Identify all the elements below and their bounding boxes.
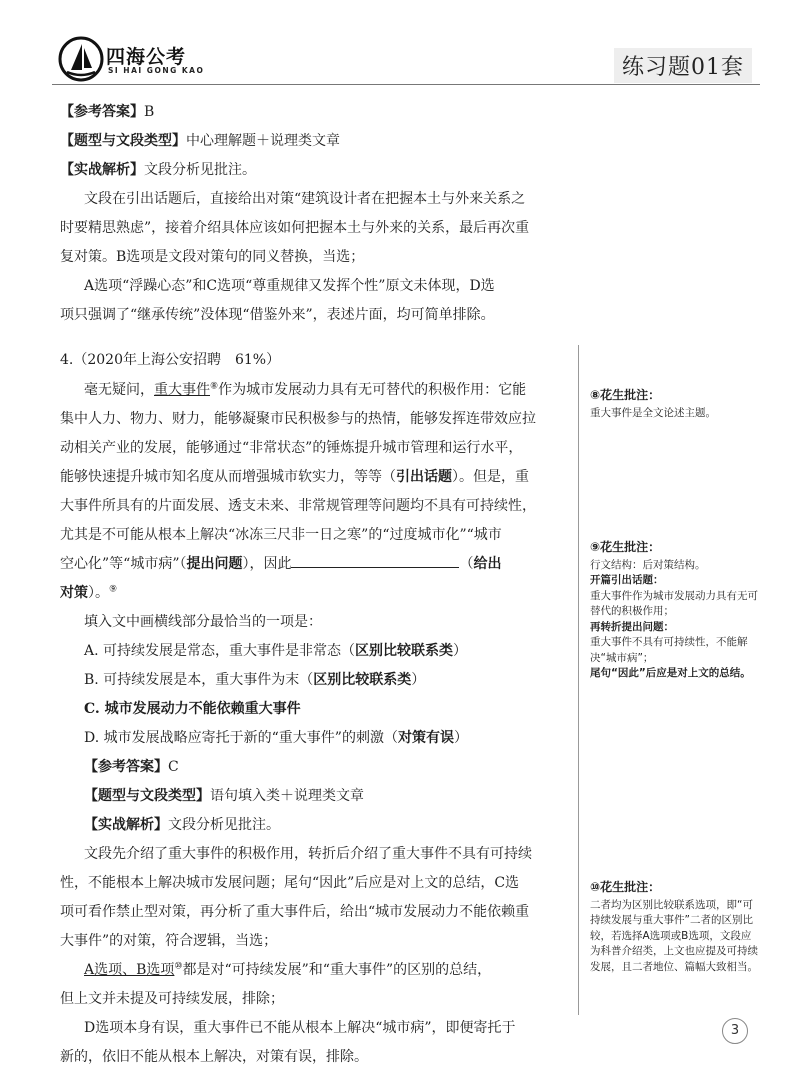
q4-passage-line1 <box>84 376 526 405</box>
q4-analysis-line6: 但上文并未提及可持续发展，排除； <box>60 991 284 1007</box>
structure-tag: 对策 <box>60 585 88 601</box>
q3-type-line <box>60 127 340 156</box>
note-line: 再转折提出问题： <box>590 620 674 633</box>
answer-value: C <box>168 759 179 775</box>
note-line: 重大事件不具有可持续性，不能解决“城市病”； <box>590 636 748 664</box>
note-ref-10: ⑩ <box>174 961 183 972</box>
text-span: 都是对“可持续发展”和“重大事件”的区别的总结， <box>182 962 492 978</box>
q3-para2-line2: 项只强调了“继承传统”没体现“借鉴外来”，表述片面，均可简单排除。 <box>60 307 495 323</box>
note-line: 开篇引出话题： <box>590 574 664 586</box>
q4-passage-line2: 集中人力、物力、财力，能够凝聚市民积极参与的热情，能够发挥连带效应拉 <box>60 411 536 427</box>
q3-para2-line1: A选项“浮躁心态”和C选项“尊重规律又发挥个性”原文未体现，D选 <box>84 278 495 294</box>
option-text: D. 城市发展战略应寄托于新的“重大事件”的刺激（ <box>84 730 398 746</box>
header-divider <box>52 84 760 85</box>
margin-note-9 <box>590 540 760 682</box>
structure-tag: 给出 <box>473 556 502 572</box>
note-body: 二者均为区别比较联系选项，即“可持续发展与重大事件”二者的区别比较，若选择A选项或B选项，文段应为科普介绍类，上文也应提及可持续发展，且二者地位、篇幅大致相当。 <box>590 898 758 973</box>
q3-para1-line1: 文段在引出话题后，直接给出对策“建筑设计者在把握本土与外来关系之 <box>84 191 526 207</box>
option-ref-underlined: A选项、B选项 <box>84 962 175 978</box>
analysis-tag: 【实战解析】 <box>84 817 168 833</box>
text-span: ）。 <box>88 585 109 601</box>
note-title: ⑩花生批注： <box>590 880 661 894</box>
note-title: ⑧花生批注： <box>590 388 661 402</box>
type-value: 语句填入类＋说理类文章 <box>210 788 364 804</box>
key-term-underlined: 重大事件 <box>154 382 210 398</box>
q4-analysis-line1: 文段先介绍了重大事件的积极作用，转折后介绍了重大事件不具有可持续 <box>84 846 532 862</box>
q4-analysis-line4: 大事件”的对策，符合逻辑，当选； <box>60 933 278 949</box>
q4-answer-line <box>84 753 179 782</box>
analysis-value: 文段分析见批注。 <box>144 162 256 178</box>
q4-passage-line4 <box>60 463 529 492</box>
margin-notes-divider <box>578 345 579 1015</box>
option-text: B. 可持续发展是本，重大事件为末（ <box>84 672 314 688</box>
text-span: ） <box>453 730 468 746</box>
note-body: 重大事件是全文论述主题。 <box>590 406 716 419</box>
q4-stem: 填入文中画横线部分最恰当的一项是： <box>84 614 322 630</box>
note-line: 尾句“因此”后应是对上文的总结。 <box>590 667 751 679</box>
q4-passage-line8 <box>60 579 117 608</box>
note-ref-8: ⑧ <box>210 381 219 392</box>
q3-answer-line <box>60 98 154 127</box>
type-tag: 【题型与文段类型】 <box>60 133 186 149</box>
q4-analysis-line3: 项可看作禁止型对策，再分析了重大事件后，给出“城市发展动力不能依赖重 <box>60 904 530 920</box>
q4-option-a <box>84 637 467 666</box>
q4-passage-line3: 动相关产业的发展，能够通过“非常状态”的锤炼提升城市管理和运行水平， <box>60 440 523 456</box>
logo-text: 四海公考 <box>106 46 187 68</box>
text-span: ） <box>411 672 426 688</box>
q4-passage-line5: 大事件所具有的片面发展、透支未来、非常规管理等问题均不具有可持续性， <box>60 498 536 514</box>
q4-analysis-line7: D选项本身有误，重大事件已不能从根本上解决“城市病”，即便寄托于 <box>84 1020 516 1036</box>
q4-passage-line6: 尤其是不可能从根本上解决“冰冻三尺非一日之寒”的“过度城市化”“城市 <box>60 527 502 543</box>
structure-tag: 提出问题 <box>186 556 243 572</box>
analysis-value: 文段分析见批注。 <box>168 817 280 833</box>
answer-value: B <box>144 104 155 120</box>
q4-option-b <box>84 666 425 695</box>
q4-analysis-line8: 新的，依旧不能从根本上解决，对策有误，排除。 <box>60 1049 368 1065</box>
q4-type-line <box>84 782 364 811</box>
answer-tag: 【参考答案】 <box>60 104 144 120</box>
text-span: 空心化”等“城市病”（ <box>60 556 187 572</box>
q4-analysis-line2: 性，不能根本上解决城市发展问题；尾句“因此”后应是对上文的总结，C选 <box>60 875 520 891</box>
text-span: 毫无疑问， <box>84 382 154 398</box>
logo-subtext: SI HAI GONG KAO <box>108 66 205 75</box>
option-tag: 区别比较联系类 <box>313 672 412 688</box>
note-line: 重大事件作为城市发展动力具有无可替代的积极作用； <box>590 589 758 617</box>
q3-analysis-line <box>60 156 256 185</box>
page-number: 3 <box>722 1018 748 1044</box>
sailboat-logo-icon <box>58 36 104 82</box>
type-value: 中心理解题＋说理类文章 <box>186 133 340 149</box>
option-tag: 对策有误 <box>397 730 454 746</box>
q4-heading: 4.（2020年上海公安招聘 61%） <box>60 352 281 368</box>
q4-option-c: C. 城市发展动力不能依赖重大事件 <box>84 701 301 717</box>
text-span: （ <box>459 556 474 572</box>
note-ref-9: ⑨ <box>109 584 118 595</box>
option-tag: 区别比较联系类 <box>355 643 454 659</box>
text-span: ） <box>453 643 468 659</box>
margin-note-10 <box>590 880 760 975</box>
answer-blank <box>291 553 459 568</box>
q4-analysis-line <box>84 811 280 840</box>
text-span: 作为城市发展动力具有无可替代的积极作用：它能 <box>218 382 527 398</box>
note-title: ⑨花生批注： <box>590 540 661 554</box>
q4-passage-line7 <box>60 550 501 579</box>
exercise-set-title: 练习题01套 <box>614 48 752 83</box>
structure-tag: 引出话题 <box>396 469 452 485</box>
text-span: ），因此 <box>242 556 292 572</box>
note-line: 行文结构：后对策结构。 <box>590 558 706 571</box>
q3-para1-line2: 时要精思熟虑”，接着介绍具体应该如何把握本土与外来的关系，最后再次重 <box>60 220 530 236</box>
text-span: 能够快速提升城市知名度从而增强城市软实力，等等（ <box>60 469 396 485</box>
text-span: ）。但是，重 <box>452 469 529 485</box>
q4-option-d <box>84 724 468 753</box>
q4-analysis-line5 <box>84 956 491 985</box>
option-text: A. 可持续发展是常态，重大事件是非常态（ <box>84 643 356 659</box>
answer-tag: 【参考答案】 <box>84 759 168 775</box>
type-tag: 【题型与文段类型】 <box>84 788 210 804</box>
analysis-tag: 【实战解析】 <box>60 162 144 178</box>
q3-para1-line3: 复对策。B选项是文段对策句的同义替换，当选； <box>60 249 365 265</box>
brand-logo <box>58 36 208 86</box>
margin-note-8 <box>590 388 760 421</box>
